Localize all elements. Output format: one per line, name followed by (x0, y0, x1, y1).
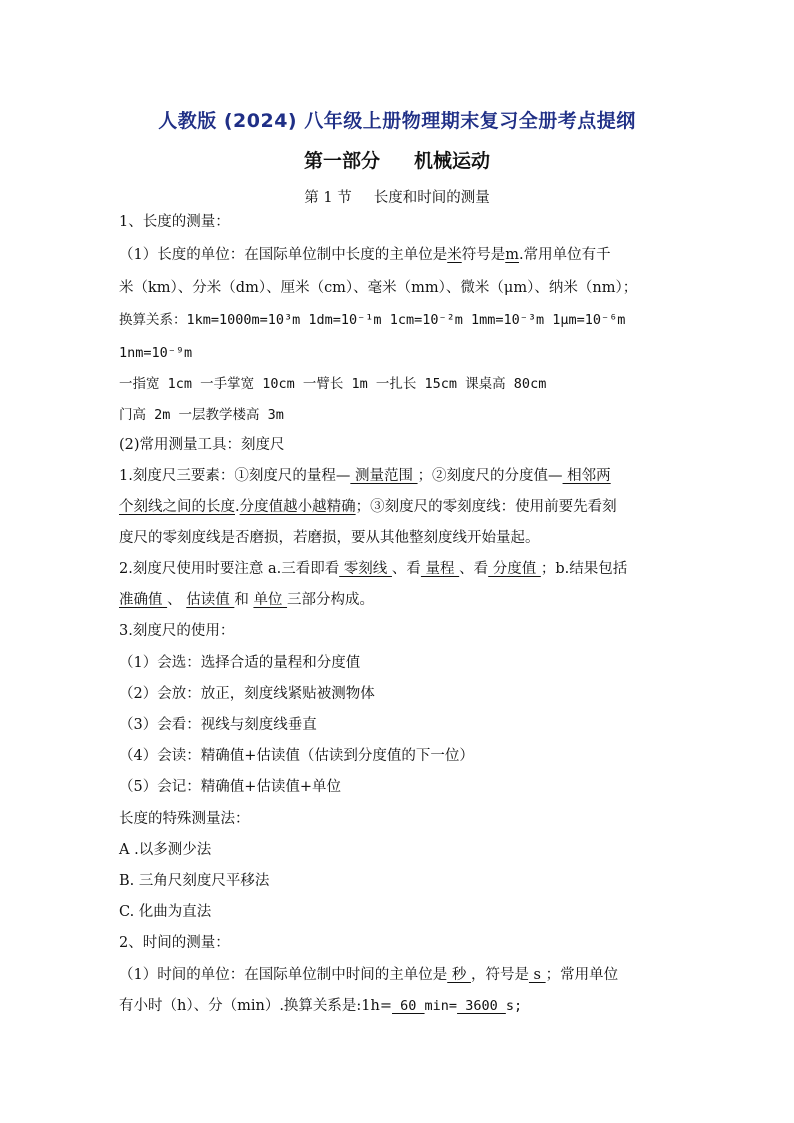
answer-blank: 相邻两 (562, 468, 611, 484)
section-name: 长度和时间的测量 (373, 190, 490, 206)
conversion-line: 换算关系：1km=1000m=10³m 1dm=10⁻¹m 1cm=10⁻²m 1mm=10⁻³m 1μm=10⁻⁶m (119, 312, 626, 328)
text-line: 个刻线之间的长度.分度值越小越精确；③刻度尺的零刻度线：使用前要先看刻 (119, 499, 617, 515)
section-label: 第 1 节 (304, 190, 352, 206)
answer-blank: 3600 (457, 998, 506, 1014)
section-heading (0, 186, 794, 207)
list-item: B. 三角尺刻度尺平移法 (119, 873, 270, 889)
answer-blank: 准确值 (119, 592, 168, 608)
list-item: A .以多测少法 (119, 842, 212, 858)
text-line: 米（km）、分米（dm）、厘米（cm）、毫米（mm）、微米（μm）、纳米（nm）； (119, 280, 638, 296)
part-label: 第一部分 (303, 150, 380, 172)
heading-length-measurement: 1、长度的测量： (119, 214, 230, 230)
list-item: （1）会选：选择合适的量程和分度值 (119, 655, 361, 671)
answer-blank: s (528, 967, 546, 983)
answer-blank: m (505, 247, 519, 263)
heading-time-measurement: 2、时间的测量： (119, 935, 230, 951)
text-line: 3.刻度尺的使用： (119, 623, 235, 639)
text-line: 2.刻度尺使用时要注意 a.三看即看 零刻线 、看 量程 、看 分度值 ；b.结果包括 (119, 561, 628, 577)
text-line: 长度的特殊测量法： (119, 811, 250, 827)
answer-blank: 测量范围 (350, 468, 418, 484)
text-line: 1.刻度尺三要素：①刻度尺的量程— 测量范围 ；②刻度尺的分度值— 相邻两 (119, 468, 611, 484)
answer-blank: 分度值 (488, 561, 541, 577)
list-item: （4）会读：精确值+估读值（估读到分度值的下一位） (119, 748, 474, 764)
part-heading (0, 146, 794, 173)
list-item: C. 化曲为直法 (119, 904, 212, 920)
list-item: （3）会看：视线与刻度线垂直 (119, 717, 317, 733)
answer-blank: 60 (392, 998, 425, 1014)
document-title: 人教版 (2024) 八年级上册物理期末复习全册考点提纲 (158, 110, 636, 132)
answer-blank: 单位 (253, 592, 288, 608)
estimate-line: 门高 2m 一层教学楼高 3m (119, 407, 284, 423)
answer-blank: 估读值 (186, 592, 235, 608)
list-item: （5）会记：精确值+估读值+单位 (119, 779, 342, 795)
text-line: （1）时间的单位：在国际单位制中时间的主单位是 秒 ，符号是 s ；常用单位 (119, 967, 619, 983)
conversion-line: 1nm=10⁻⁹m (119, 345, 193, 361)
estimate-line: 一指宽 1cm 一手掌宽 10cm 一臂长 1m 一扎长 15cm 课桌高 80cm (119, 376, 547, 392)
text-line: 度尺的零刻度线是否磨损，若磨损，要从其他整刻度线开始量起。 (119, 530, 540, 546)
answer-blank: 个刻线之间的长度 (119, 499, 235, 515)
answer-blank: 零刻线 (339, 561, 392, 577)
answer-blank: 分度值越小越精确 (239, 499, 356, 515)
list-item: （2）会放：放正，刻度线紧贴被测物体 (119, 686, 375, 702)
answer-blank: 量程 (420, 561, 460, 577)
text-line: 有小时（h）、分（min）.换算关系是:1h= 60 min= 3600 s; (119, 998, 523, 1014)
part-name: 机械运动 (414, 150, 491, 172)
text-line: （1）长度的单位：在国际单位制中长度的主单位是米符号是m.常用单位有千 (119, 247, 611, 263)
text-line: 准确值 、 估读值 和 单位 三部分构成。 (119, 592, 375, 608)
answer-blank: 米 (447, 247, 462, 263)
answer-blank: 秒 (447, 967, 471, 983)
text-line: (2)常用测量工具：刻度尺 (119, 437, 285, 453)
